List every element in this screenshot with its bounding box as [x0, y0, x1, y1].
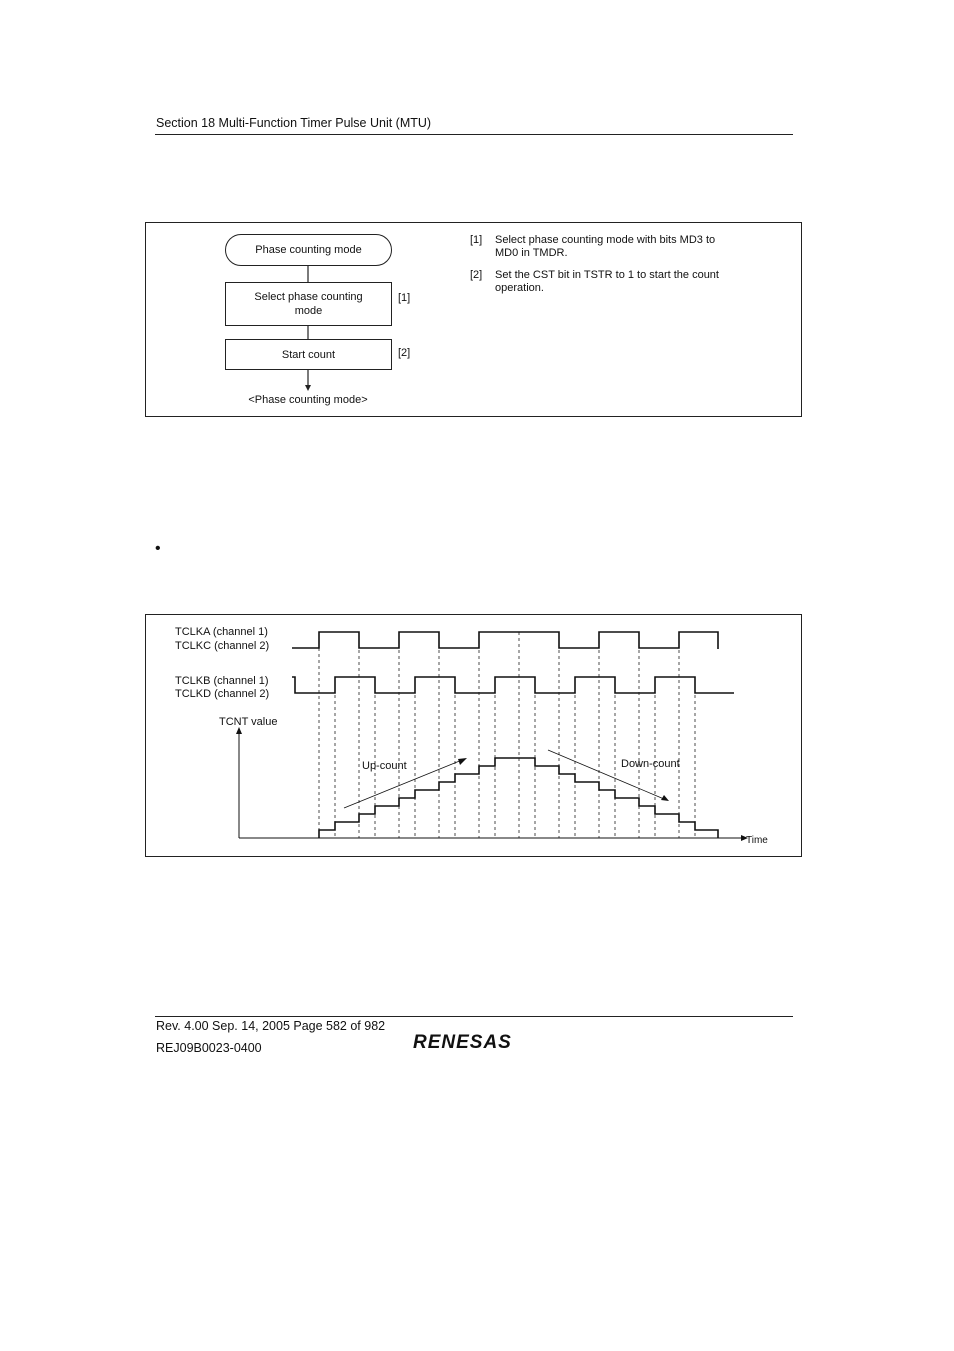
- up-count-label: Up-count: [362, 760, 407, 772]
- select-mode-step: [225, 282, 392, 326]
- signal-b-label-1: TCLKB (channel 1): [175, 675, 269, 687]
- start-terminal: [225, 234, 392, 266]
- up-count-arrowhead: [458, 758, 467, 765]
- select-mode-step-label: Select phase counting mode: [254, 291, 363, 317]
- tclka-waveform: [292, 632, 718, 649]
- y-axis-arrowhead: [236, 727, 242, 734]
- tclkb-waveform: [292, 677, 734, 693]
- renesas-logo-mark: [413, 1031, 535, 1051]
- bullet-mark: •: [155, 540, 161, 557]
- timing-diagram-figure: [145, 614, 802, 857]
- svg-text:RENESAS: RENESAS: [413, 1032, 512, 1051]
- step1-ref: [1]: [398, 292, 411, 304]
- footer-revision: Rev. 4.00 Sep. 14, 2005 Page 582 of 982: [156, 1019, 386, 1033]
- step2-ref: [2]: [398, 347, 411, 359]
- legend-item-1-text: Select phase counting mode with bits MD3 to MD0 in TMDR.: [495, 234, 716, 259]
- legend-item-2-text: Set the CST bit in TSTR to 1 to start the count operation.: [495, 269, 719, 294]
- renesas-logo: [413, 1031, 535, 1056]
- y-axis-label: TCNT value: [219, 716, 278, 728]
- x-axis-label: Time: [746, 835, 768, 846]
- signal-a-label-2: TCLKC (channel 2): [175, 640, 270, 652]
- down-count-arrowhead: [661, 795, 669, 801]
- footer-doc-number: REJ09B0023-0400: [156, 1041, 262, 1055]
- legend-item-1-num: [1]: [470, 234, 483, 246]
- timing-diagram-svg: [146, 615, 801, 856]
- start-terminal-label: Phase counting mode: [255, 244, 362, 256]
- header-rule: [155, 134, 793, 135]
- running-header: Section 18 Multi-Function Timer Pulse Unit (MTU): [156, 116, 432, 130]
- flowchart-figure: [145, 222, 802, 417]
- legend-item-2-num: [2]: [470, 269, 483, 281]
- signal-a-label-1: TCLKA (channel 1): [175, 626, 268, 638]
- legend-item-1: [470, 234, 770, 264]
- start-count-step-label: Start count: [281, 348, 336, 361]
- start-count-step: [225, 339, 392, 370]
- signal-b-label-2: TCLKD (channel 2): [175, 688, 270, 700]
- end-label: <Phase counting mode>: [248, 394, 368, 406]
- legend-item-2: [470, 269, 770, 299]
- footer-rule: [155, 1016, 793, 1017]
- down-count-label: Down-count: [621, 758, 680, 770]
